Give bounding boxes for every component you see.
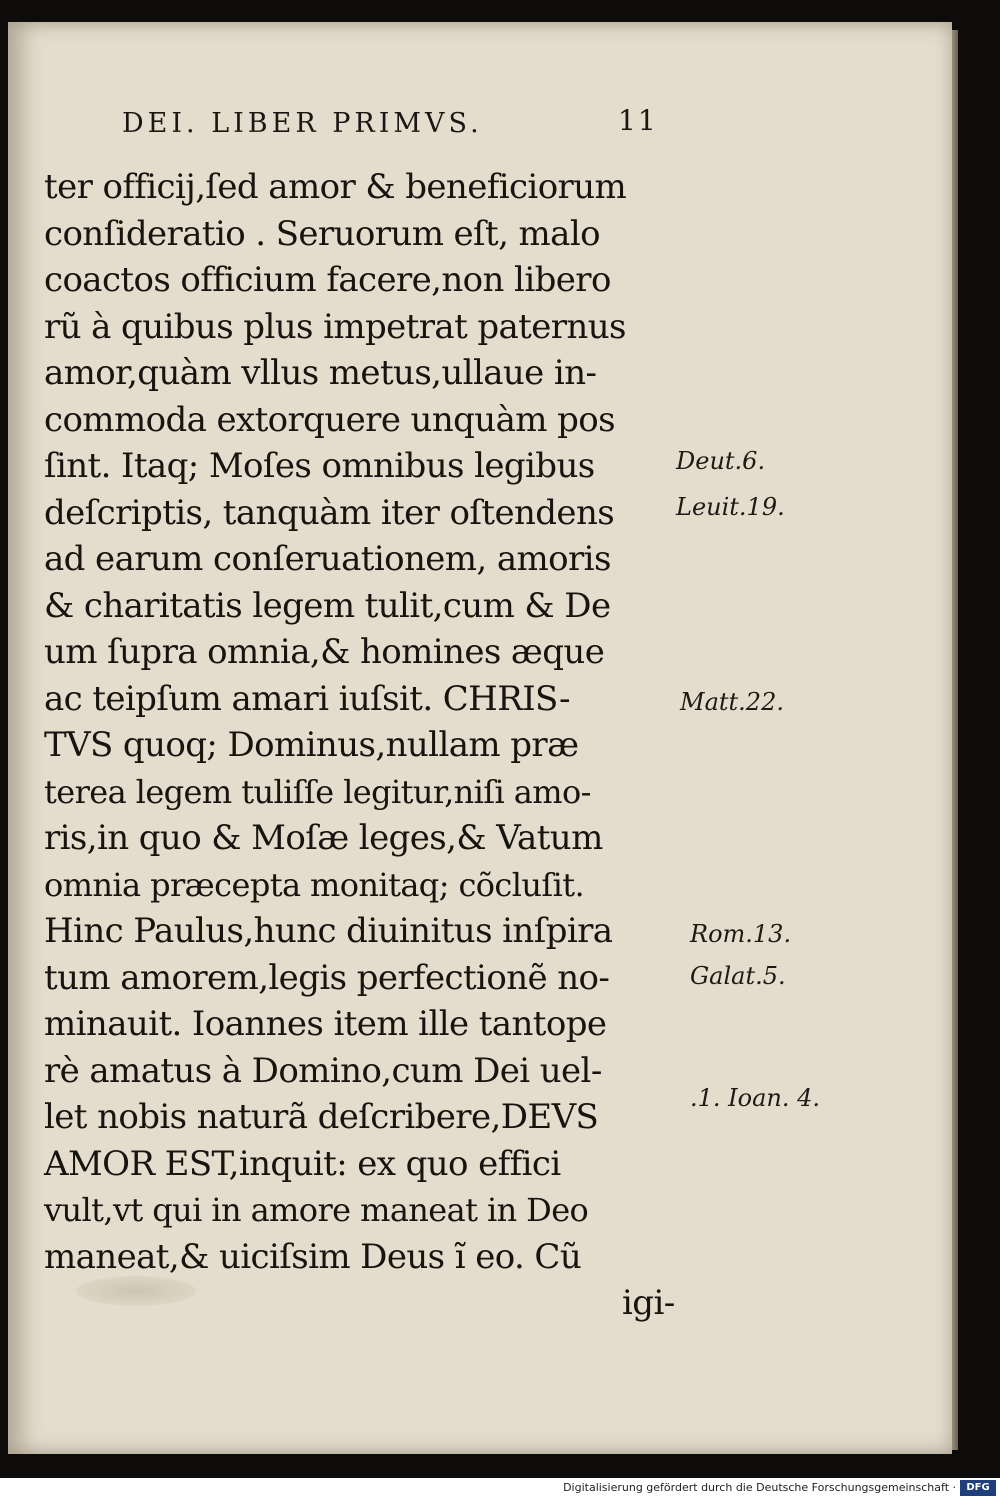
text-line: ad earum conſeruationem, amoris — [44, 539, 611, 579]
text-line: ac teipſum amari iuſsit. CHRIS- — [44, 678, 570, 719]
marginal-note-leuit: Leuit.19. — [676, 493, 785, 521]
marginal-note-galat: Galat.5. — [690, 962, 786, 990]
text-line: Hinc Paulus,hunc diuinitus inſpira — [44, 911, 613, 951]
text-line: tum amorem,legis perfectionẽ no- — [44, 957, 610, 998]
text-line: deſcriptis, tanquàm iter oſtendens — [44, 492, 615, 533]
credit-text: Digitalisierung gefördert durch die Deutsche Forschungsgemeinschaft · — [563, 1481, 956, 1494]
marginal-note-ioan: .1. Ioan. 4. — [690, 1084, 821, 1112]
text-line: rè amatus à Domino,cum Dei uel- — [44, 1050, 602, 1091]
ink-smudge — [76, 1276, 196, 1306]
folio-number: 11 — [618, 104, 658, 137]
text-line: rũ à quibus plus impetrat paternus — [44, 306, 626, 347]
text-line: minauit. Ioannes item ille tantope — [44, 1004, 607, 1044]
text-line: terea legem tuliſſe legitur,niſi amo- — [44, 772, 591, 811]
text-line: ſint. Itaq; Moſes omnibus legibus — [44, 446, 595, 486]
text-line: ris,in quo & Moſæ leges,& Vatum — [44, 818, 603, 858]
text-line: um ſupra omnia,& homines æque — [44, 632, 605, 672]
dfg-logo: DFG — [960, 1480, 996, 1496]
marginal-note-matt: Matt.22. — [680, 688, 784, 716]
text-line: conſideratio . Seruorum eſt, malo — [44, 213, 600, 254]
digitization-credit — [0, 1478, 1000, 1499]
marginal-note-deut: Deut.6. — [676, 447, 766, 475]
text-line: omnia præcepta monitaq; cõcluſit. — [44, 865, 585, 904]
running-title: DEI. LIBER PRIMVS. — [122, 108, 483, 139]
text-line: coactos officium facere,non libero — [44, 260, 611, 300]
text-line: TVS quoq; Dominus,nullam præ — [44, 725, 579, 765]
catchword: igi- — [622, 1283, 675, 1323]
page-header — [122, 94, 682, 154]
body-text — [44, 164, 684, 1327]
text-line: ter officij,ſed amor & beneficiorum — [44, 167, 627, 207]
text-line: & charitatis legem tulit,cum & De — [44, 585, 611, 626]
text-line: amor,quàm vllus metus,ullaue in- — [44, 353, 597, 393]
text-line: let nobis naturã deſcribere,DEVS — [44, 1097, 599, 1137]
marginal-note-rom: Rom.13. — [690, 920, 792, 948]
text-line: maneat,& uiciſsim Deus ĩ eo. Cũ — [44, 1236, 582, 1277]
text-line: commoda extorquere unquàm pos — [44, 399, 616, 440]
text-line: vult,vt qui in amore maneat in Deo — [44, 1191, 589, 1229]
text-line: AMOR EST,inquit: ex quo effici — [44, 1143, 561, 1184]
